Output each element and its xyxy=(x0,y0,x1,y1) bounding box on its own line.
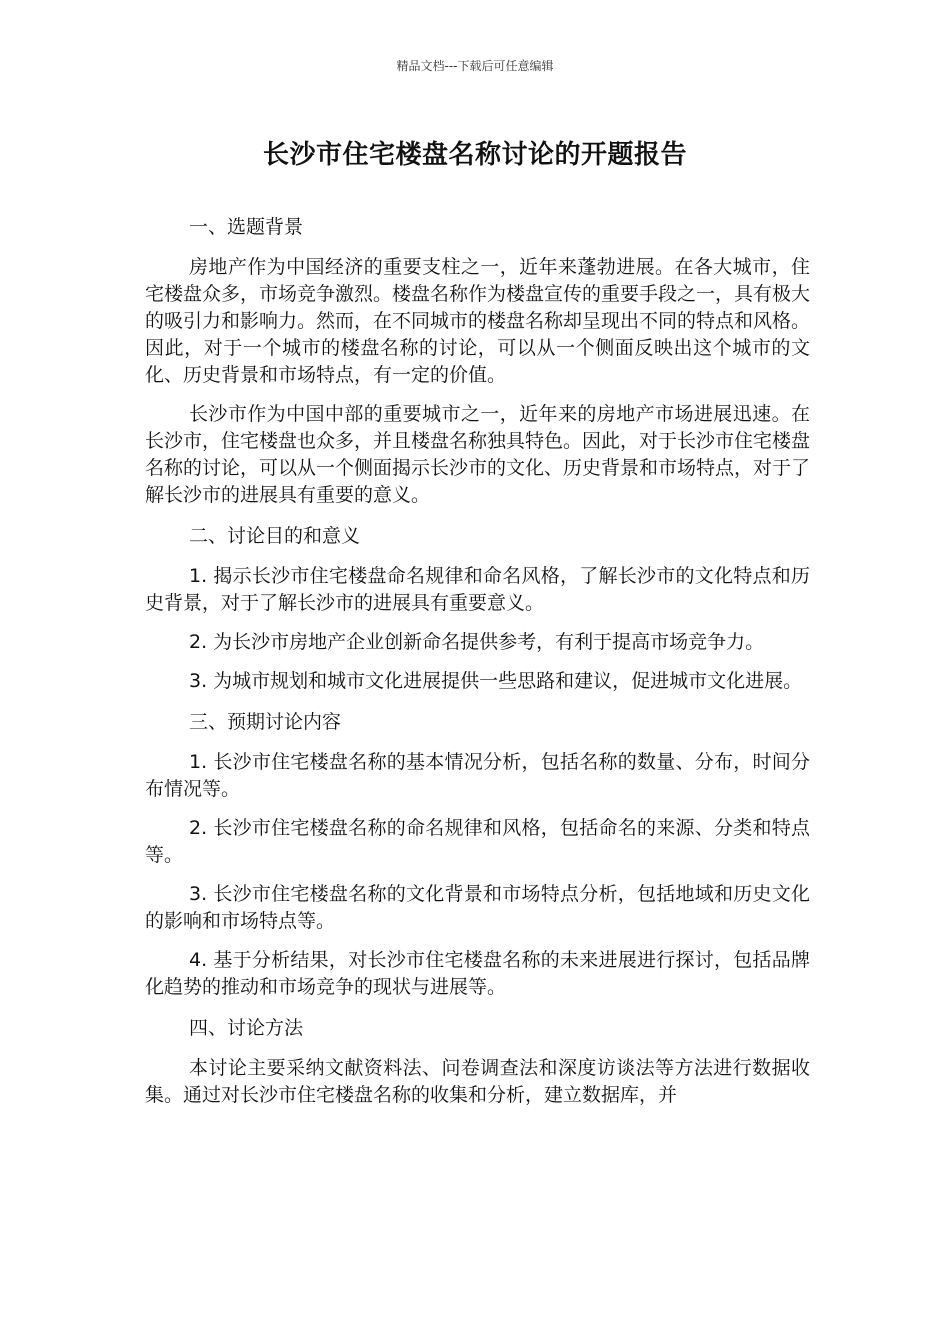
section-heading-purpose: 二、讨论目的和意义 xyxy=(189,525,361,547)
content-item-3: 3. 长沙市住宅楼盘名称的文化背景和市场特点分析，包括地域和历史文化的影响和市场特点等。 xyxy=(145,883,810,932)
purpose-item-1: 1. 揭示长沙市住宅楼盘命名规律和命名风格，了解长沙市的文化特点和历史背景，对于了解长沙市的进展具有重要意义。 xyxy=(145,565,810,614)
content-item-1: 1. 长沙市住宅楼盘名称的基本情况分析，包括名称的数量、分布，时间分布情况等。 xyxy=(145,751,810,800)
header-note: 精品文档---下载后可任意编辑 xyxy=(396,59,554,73)
content-item-4: 4. 基于分析结果，对长沙市住宅楼盘名称的未来进展进行探讨，包括品牌化趋势的推动和市场竞争的现状与进展等。 xyxy=(145,949,810,998)
background-paragraph-2: 长沙市作为中国中部的重要城市之一，近年来的房地产市场进展迅速。在长沙市，住宅楼盘也众多，并且楼盘名称独具特色。因此，对于长沙市住宅楼盘名称的讨论，可以从一个侧面揭示长沙市的文化、历史背景和市场特点，对于了解长沙市的进展具有重要的意义。 xyxy=(145,403,811,506)
purpose-item-2: 2. 为长沙市房地产企业创新命名提供参考，有利于提高市场竞争力。 xyxy=(189,631,765,653)
section-heading-method: 四、讨论方法 xyxy=(189,1017,304,1039)
background-paragraph-1: 房地产作为中国经济的重要支柱之一，近年来蓬勃进展。在各大城市，住宅楼盘众多，市场竞争激烈。楼盘名称作为楼盘宣传的重要手段之一，具有极大的吸引力和影响力。然而，在不同城市的楼盘名称却呈现出不同的特点和风格。因此，对于一个城市的楼盘名称的讨论，可以从一个侧面反映出这个城市的文化、历史背景和市场特点，有一定的价值。 xyxy=(145,256,811,386)
document-title: 长沙市住宅楼盘名称讨论的开题报告 xyxy=(262,140,687,170)
purpose-item-3: 3. 为城市规划和城市文化进展提供一些思路和建议，促进城市文化进展。 xyxy=(189,670,803,692)
content-item-2: 2. 长沙市住宅楼盘名称的命名规律和风格，包括命名的来源、分类和特点等。 xyxy=(145,817,810,866)
section-heading-background: 一、选题背景 xyxy=(189,216,304,238)
method-paragraph-1: 本讨论主要采纳文献资料法、问卷调查法和深度访谈法等方法进行数据收集。通过对长沙市住宅楼盘名称的收集和分析，建立数据库，并 xyxy=(145,1057,810,1106)
document-body xyxy=(145,212,810,1121)
section-heading-content: 三、预期讨论内容 xyxy=(189,711,342,733)
